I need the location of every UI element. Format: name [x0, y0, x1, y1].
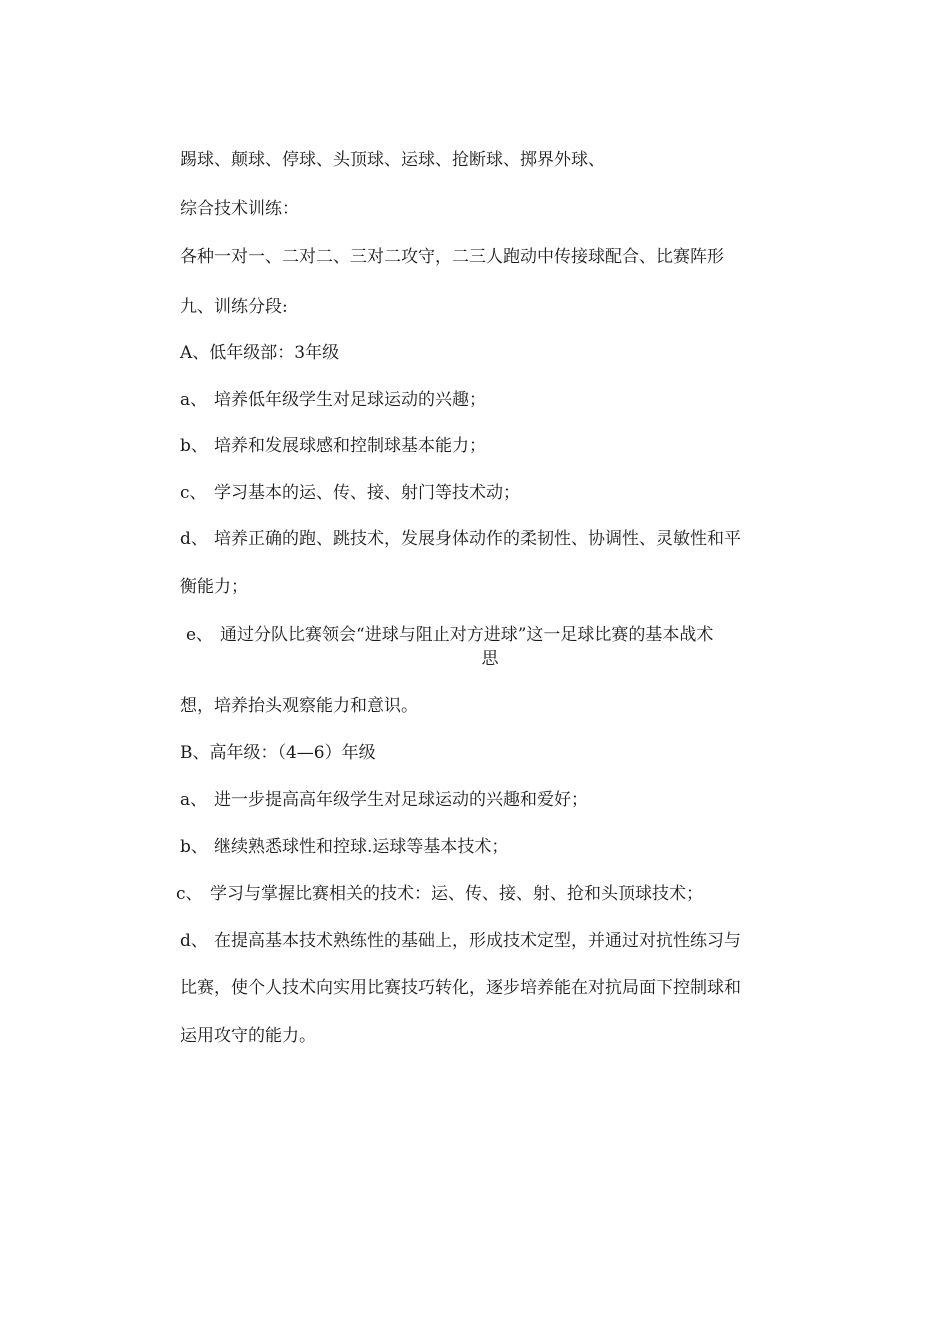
- list-item-high-b: [180, 836, 508, 858]
- list-item-low-e-continued: 想，培养抬头观察能力和意识。: [180, 696, 418, 716]
- list-item-high-c: [176, 883, 703, 905]
- list-item-low-a: [180, 389, 486, 411]
- list-item-low-c: [180, 482, 520, 504]
- list-item-text: 学习与掌握比赛相关的技术：运、传、接、射、抢和头顶球技术；: [210, 884, 703, 904]
- list-item-low-e: [186, 624, 713, 646]
- list-marker: e、: [186, 625, 214, 645]
- subheading-lower-grades: A、低年级部：3年级: [180, 343, 340, 363]
- list-marker: c、: [180, 483, 207, 503]
- list-item-text: 通过分队比赛领会“进球与阻止对方进球”这一足球比赛的基本战术: [220, 625, 714, 645]
- list-marker: b、: [180, 436, 208, 456]
- list-item-text: 培养和发展球感和控制球基本能力；: [214, 436, 486, 456]
- paragraph-kicking-skills: 踢球、颠球、停球、头顶球、运球、抢断球、掷界外球、: [180, 150, 605, 170]
- paragraph-drills: 各种一对一、二对二、三对二攻守，二三人跑动中传接球配合、比赛阵形: [180, 247, 724, 267]
- list-item-text: 进一步提高高年级学生对足球运动的兴趣和爱好；: [214, 790, 588, 810]
- list-item-text: 在提高基本技术熟练性的基础上，形成技术定型，并通过对抗性练习与: [214, 931, 741, 951]
- list-marker: b、: [180, 837, 208, 857]
- list-item-low-e-wrap: 思: [481, 649, 499, 669]
- list-item-low-d: [180, 528, 741, 550]
- list-item-high-a: [180, 789, 588, 811]
- list-marker: d、: [180, 529, 208, 549]
- list-item-low-d-continued: 衡能力；: [180, 577, 248, 597]
- list-item-text: 继续熟悉球性和控球.运球等基本技术；: [214, 837, 509, 857]
- list-item-high-d-continued-1: 比赛，使个人技术向实用比赛技巧转化，逐步培养能在对抗局面下控制球和: [180, 978, 741, 998]
- list-item-text: 培养正确的跑、跳技术，发展身体动作的柔韧性、协调性、灵敏性和平: [214, 529, 741, 549]
- section-heading-training-stages: 九、训练分段:: [180, 297, 288, 317]
- list-item-high-d: [180, 930, 741, 952]
- list-marker: a、: [180, 790, 208, 810]
- list-item-high-d-continued-2: 运用攻守的能力。: [180, 1026, 316, 1046]
- subheading-upper-grades: B、高年级：（4—6）年级: [180, 743, 376, 763]
- list-item-text: 培养低年级学生对足球运动的兴趣；: [214, 390, 486, 410]
- list-marker: a、: [180, 390, 208, 410]
- list-marker: c、: [176, 884, 203, 904]
- list-marker: d、: [180, 931, 208, 951]
- paragraph-comprehensive-training: 综合技术训练：: [180, 199, 299, 219]
- list-item-text: 学习基本的运、传、接、射门等技术动；: [214, 483, 520, 503]
- list-item-low-b: [180, 435, 486, 457]
